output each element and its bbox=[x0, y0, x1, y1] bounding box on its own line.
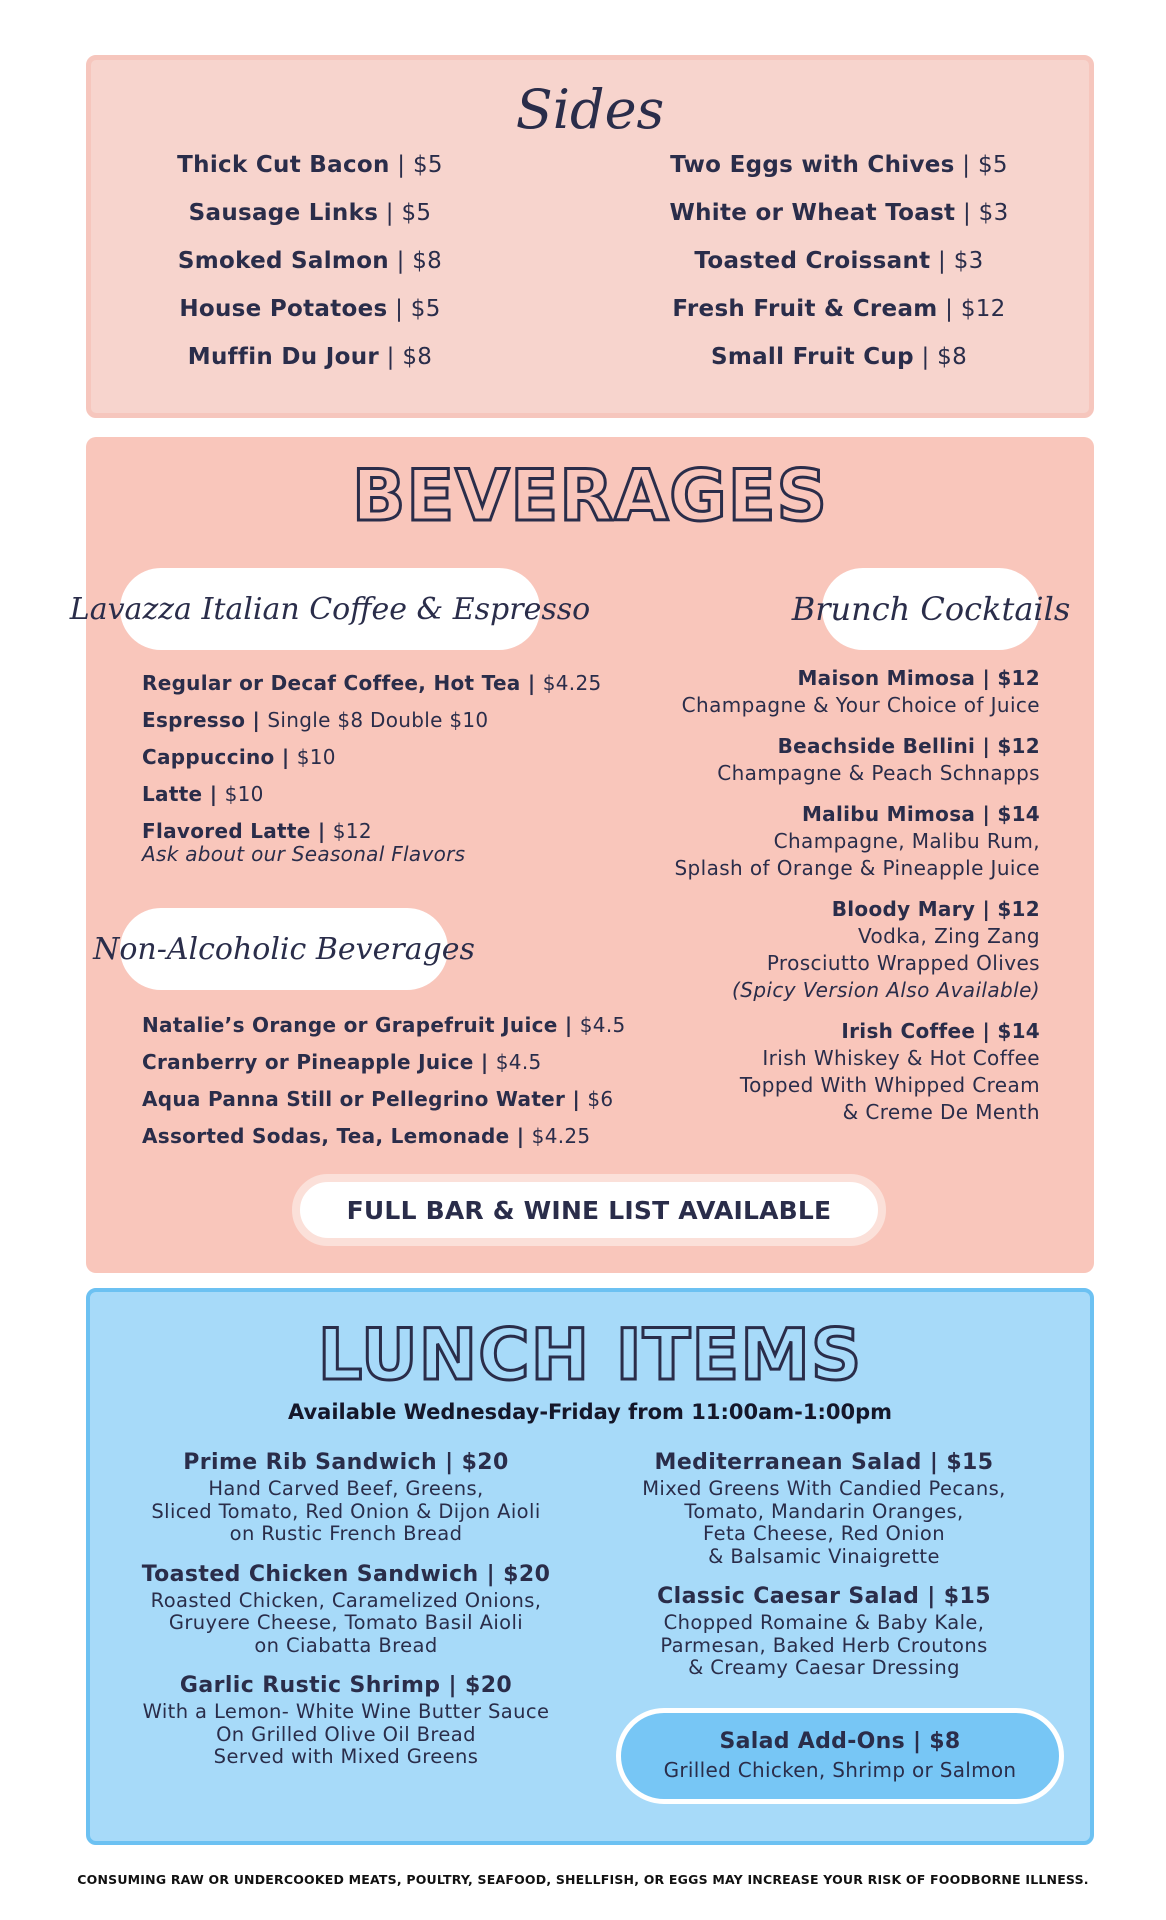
dish-desc: Mixed Greens With Candied Pecans, bbox=[642, 1477, 1006, 1500]
cocktail-desc: Champagne, Malibu Rum, bbox=[773, 829, 1040, 853]
dish-desc: Gruyere Cheese, Tomato Basil Aioli bbox=[168, 1611, 524, 1634]
cocktail-item bbox=[580, 733, 1040, 787]
lunch-item bbox=[126, 1448, 566, 1546]
lunch-section bbox=[86, 1288, 1094, 1845]
coffee-list bbox=[142, 665, 612, 866]
cocktail-name: Bloody Mary | $12 bbox=[831, 897, 1040, 921]
nonalc-item: Natalie’s Orange or Grapefruit Juice | $4.5 bbox=[142, 1013, 626, 1037]
lunch-subtitle: Available Wednesday-Friday from 11:00am-1:00pm bbox=[287, 1400, 893, 1424]
addons-name: Salad Add-Ons | $8 bbox=[719, 1729, 961, 1754]
dish-desc: Feta Cheese, Red Onion bbox=[703, 1522, 945, 1545]
dish-name: Prime Rib Sandwich | $20 bbox=[183, 1450, 509, 1475]
cocktail-name: Malibu Mimosa | $14 bbox=[801, 802, 1040, 826]
sides-section bbox=[86, 55, 1094, 418]
dish-desc: Roasted Chicken, Caramelized Onions, bbox=[150, 1588, 542, 1612]
nonalc-list bbox=[142, 1007, 626, 1155]
cocktail-desc: Prosciutto Wrapped Olives bbox=[766, 951, 1040, 975]
coffee-item: Regular or Decaf Coffee, Hot Tea | $4.25 bbox=[142, 671, 602, 695]
side-item: Smoked Salmon | $8 bbox=[177, 248, 443, 274]
full-bar-badge: FULL BAR & WINE LIST AVAILABLE bbox=[292, 1174, 886, 1246]
coffee-item: Espresso | Single $8 Double $10 bbox=[142, 708, 489, 732]
cocktail-desc: Splash of Orange & Pineapple Juice bbox=[674, 856, 1040, 880]
cocktail-desc: Champagne & Peach Schnapps bbox=[717, 761, 1040, 785]
cocktail-desc: Vodka, Zing Zang bbox=[858, 924, 1040, 948]
cocktail-item bbox=[580, 896, 1040, 1004]
addons-desc: Grilled Chicken, Shrimp or Salmon bbox=[663, 1758, 1017, 1782]
dish-desc: Served with Mixed Greens bbox=[213, 1745, 479, 1768]
dish-desc: Tomato, Mandarin Oranges, bbox=[684, 1499, 964, 1523]
coffee-item: Latte | $10 bbox=[142, 782, 264, 806]
side-item: White or Wheat Toast | $3 bbox=[669, 200, 1009, 226]
beverages-title: BEVERAGES bbox=[352, 455, 828, 537]
cocktail-desc: Irish Whiskey & Hot Coffee bbox=[762, 1046, 1040, 1070]
lunch-title: LUNCH ITEMS bbox=[317, 1314, 863, 1396]
dish-desc: Parmesan, Baked Herb Croutons bbox=[660, 1633, 988, 1657]
side-item: House Potatoes | $5 bbox=[179, 296, 441, 322]
cocktails-heading: Brunch Cocktails bbox=[822, 568, 1040, 650]
cocktails-list bbox=[580, 665, 1040, 1140]
nonalc-heading: Non-Alcoholic Beverages bbox=[120, 908, 448, 990]
cocktail-name: Irish Coffee | $14 bbox=[841, 1019, 1040, 1043]
sides-title: Sides bbox=[515, 78, 665, 141]
dish-name: Toasted Chicken Sandwich | $20 bbox=[141, 1561, 551, 1587]
side-item: Two Eggs with Chives | $5 bbox=[670, 152, 1008, 178]
dish-desc: On Grilled Olive Oil Bread bbox=[216, 1722, 476, 1746]
dish-desc: Chopped Romaine & Baby Kale, bbox=[663, 1611, 985, 1634]
cocktail-desc: & Creme De Menth bbox=[842, 1100, 1040, 1124]
side-item: Fresh Fruit & Cream | $12 bbox=[672, 296, 1006, 322]
coffee-item: Flavored Latte | $12 bbox=[142, 819, 372, 843]
sides-right-column bbox=[609, 150, 1069, 390]
nonalc-item: Aqua Panna Still or Pellegrino Water | $6 bbox=[142, 1087, 614, 1111]
lunch-item bbox=[126, 1560, 566, 1658]
dish-name: Classic Caesar Salad | $15 bbox=[657, 1584, 991, 1609]
dish-desc: & Creamy Caesar Dressing bbox=[688, 1656, 960, 1679]
food-safety-disclaimer: CONSUMING RAW OR UNDERCOOKED MEATS, POULTRY, SEAFOOD, SHELLFISH, OR EGGS MAY INCREASE YOUR RISK OF FOODBORNE ILLNESS. bbox=[77, 1872, 1089, 1887]
dish-desc: & Balsamic Vinaigrette bbox=[708, 1544, 940, 1568]
nonalc-item: Cranberry or Pineapple Juice | $4.5 bbox=[142, 1050, 542, 1074]
lunch-right-column bbox=[604, 1448, 1044, 1694]
coffee-item: Cappuccino | $10 bbox=[142, 745, 336, 769]
cocktail-item bbox=[580, 1018, 1040, 1126]
dish-desc: Sliced Tomato, Red Onion & Dijon Aioli bbox=[151, 1499, 541, 1523]
dish-desc: on Rustic French Bread bbox=[229, 1522, 463, 1545]
cocktail-name: Maison Mimosa | $12 bbox=[797, 666, 1040, 690]
cocktail-item bbox=[580, 801, 1040, 882]
cocktail-desc: (Spicy Version Also Available) bbox=[732, 978, 1040, 1002]
dish-desc: With a Lemon- White Wine Butter Sauce bbox=[142, 1700, 550, 1723]
coffee-note: Ask about our Seasonal Flavors bbox=[142, 842, 466, 866]
dish-name: Mediterranean Salad | $15 bbox=[654, 1450, 994, 1475]
side-item: Small Fruit Cup | $8 bbox=[710, 344, 968, 370]
dish-desc: Hand Carved Beef, Greens, bbox=[208, 1477, 484, 1500]
beverages-section bbox=[69, 437, 1094, 1273]
cocktail-desc: Champagne & Your Choice of Juice bbox=[681, 693, 1040, 717]
side-item: Toasted Croissant | $3 bbox=[694, 248, 984, 274]
side-item: Sausage Links | $5 bbox=[188, 200, 432, 226]
lunch-item bbox=[126, 1671, 566, 1769]
sides-left-column bbox=[80, 150, 540, 390]
salad-addons-badge bbox=[616, 1708, 1064, 1804]
dish-desc: on Ciabatta Bread bbox=[254, 1633, 438, 1657]
dish-name: Garlic Rustic Shrimp | $20 bbox=[179, 1673, 513, 1698]
cocktail-name: Beachside Bellini | $12 bbox=[777, 734, 1040, 758]
lunch-left-column bbox=[126, 1448, 566, 1783]
side-item: Thick Cut Bacon | $5 bbox=[177, 152, 443, 178]
cocktail-item bbox=[580, 665, 1040, 719]
cocktail-desc: Topped With Whipped Cream bbox=[739, 1073, 1040, 1097]
lunch-item bbox=[604, 1582, 1044, 1680]
nonalc-item: Assorted Sodas, Tea, Lemonade | $4.25 bbox=[142, 1124, 591, 1148]
lunch-item bbox=[604, 1448, 1044, 1568]
coffee-heading: Lavazza Italian Coffee & Espresso bbox=[120, 568, 540, 650]
side-item: Muffin Du Jour | $8 bbox=[187, 344, 433, 370]
